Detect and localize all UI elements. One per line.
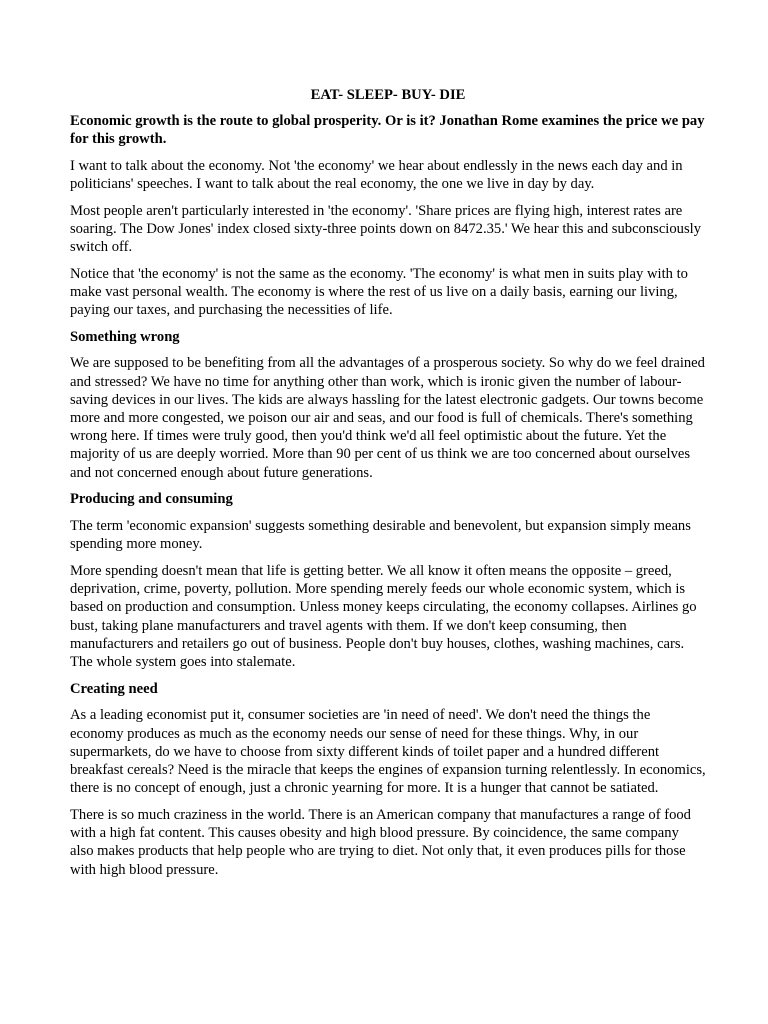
paragraph: Most people aren't particularly interested in 'the economy'. 'Share prices are flying high, interest rates are soaring. The Dow Jones' index closed sixty-three points down on 8472.35.' We hear this and subconsciously switch off. [70,202,701,255]
paragraph: As a leading economist put it, consumer societies are 'in need of need'. We don't need the things the economy produces as much as the economy needs our sense of need for these things. Why, in our supermarkets, do we have to choose from sixty different kinds of toilet paper and a hundred different breakfast cereals? Need is the miracle that keeps the engines of expansion turning relentlessly. In economics, there is no concept of enough, just a chronic yearning for more. It is a hunger that cannot be satiated. [70,707,706,797]
section-heading-creating-need: Creating need [70,680,158,697]
section-heading-something-wrong: Something wrong [70,328,180,345]
paragraph: The term 'economic expansion' suggests something desirable and benevolent, but expansion simply means spending more money. [70,518,691,553]
paragraph: We are supposed to be benefiting from all the advantages of a prosperous society. So why do we feel drained and stressed? We have no time for anything other than work, which is ironic given the number of labour-saving devices in our lives. The kids are always hassling for the latest electronic gadgets. Our towns become more and more congested, we poison our air and seas, and our food is full of chemicals. There's something wrong here. If times were truly good, then you'd think we'd all feel optimistic about the future. Yet the majority of us are deeply worried. More than 90 per cent of us think we are too concerned about ourselves and not concerned enough about future generations. [70,355,705,481]
paragraph: More spending doesn't mean that life is getting better. We all know it often means the opposite – greed, deprivation, crime, poverty, pollution. More spending merely feeds our whole economic system, which is based on production and consumption. Unless money keeps circulating, the economy collapses. Airlines go bust, taking plane manufacturers and travel agents with them. If we don't keep consuming, then manufacturers and retailers go out of business. People don't buy houses, clothes, washing machines, cars. The whole system goes into stalemate. [70,562,697,670]
paragraph: Notice that 'the economy' is not the same as the economy. 'The economy' is what men in suits play with to make vast personal wealth. The economy is where the rest of us live on a daily basis, earning our living, paying our taxes, and purchasing the necessities of life. [70,265,688,319]
paragraph: I want to talk about the economy. Not 'the economy' we hear about endlessly in the news each day and in politicians' speeches. I want to talk about the real economy, the one we live in day by day. [70,157,683,192]
paragraph: There is so much craziness in the world. There is an American company that manufactures a range of food with a high fat content. This causes obesity and high blood pressure. By coincidence, the same company also makes products that help people who are trying to diet. Not only that, it even produces pills for those with high blood pressure. [70,806,691,878]
document-page [70,86,706,887]
article-standfirst: Economic growth is the route to global prosperity. Or is it? Jonathan Rome examines the price we pay for this growth. [70,113,705,148]
section-heading-producing-and-consuming: Producing and consuming [70,491,233,508]
article-title: EAT- SLEEP- BUY- DIE [310,87,466,103]
